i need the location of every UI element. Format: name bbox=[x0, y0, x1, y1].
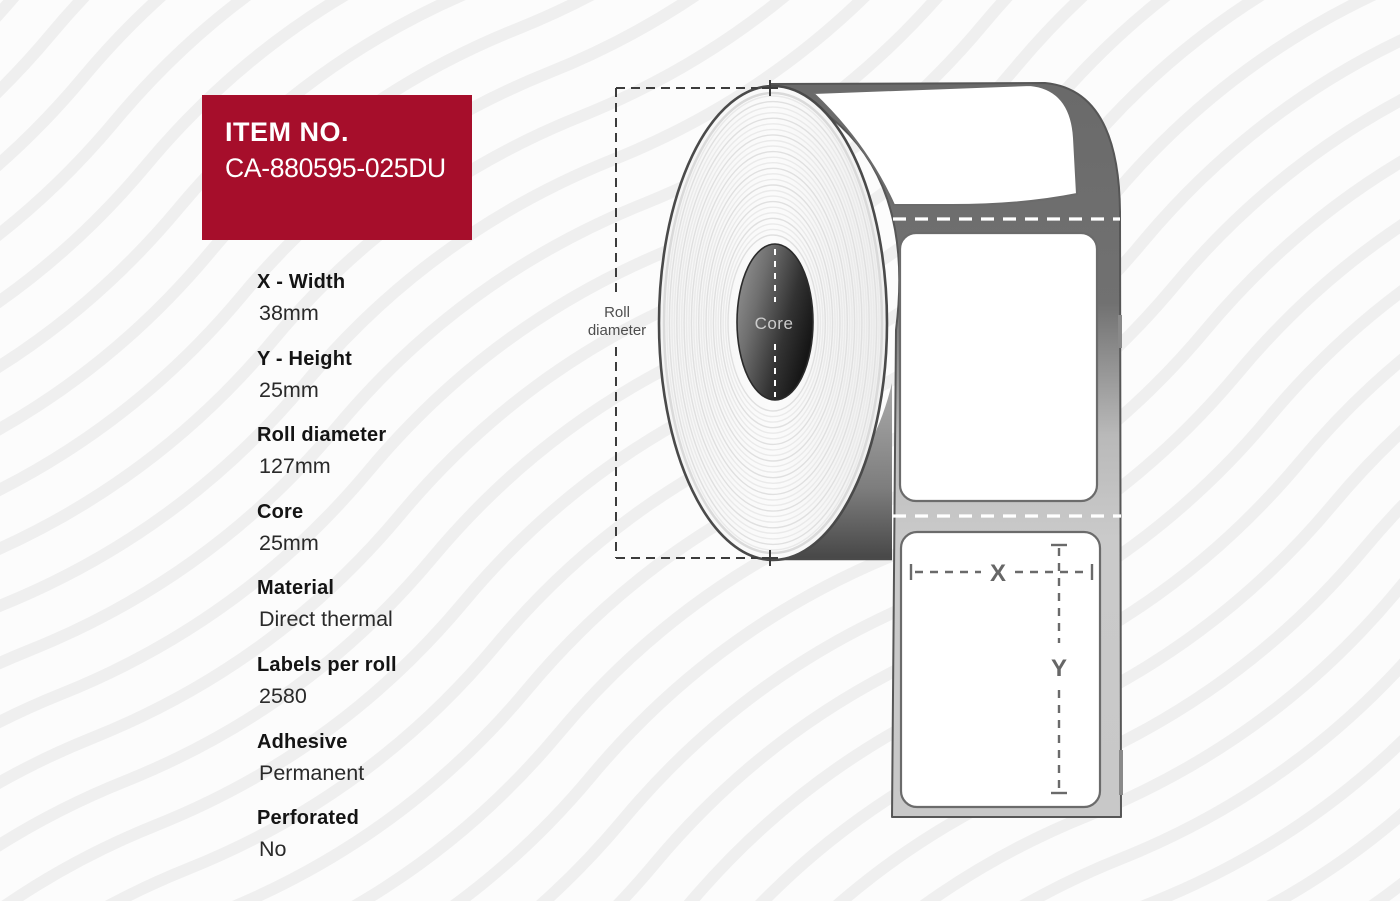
spec-label: Material bbox=[257, 577, 335, 599]
spec-row-core bbox=[257, 500, 319, 557]
spec-value: 2580 bbox=[259, 684, 307, 708]
spec-label: Adhesive bbox=[257, 731, 348, 753]
y-dimension-label: Y bbox=[1050, 655, 1068, 682]
spec-label: Perforated bbox=[257, 807, 360, 829]
spec-label: Core bbox=[257, 501, 304, 523]
spec-value: 25mm bbox=[259, 378, 319, 402]
x-dimension-label: X bbox=[989, 560, 1007, 587]
spec-row-y-height bbox=[257, 347, 352, 404]
spec-row-roll-diameter bbox=[257, 423, 386, 480]
spec-row-adhesive bbox=[257, 730, 364, 787]
item-number-heading: ITEM NO. bbox=[225, 117, 349, 147]
spec-value: 127mm bbox=[259, 454, 331, 478]
spec-row-material bbox=[257, 576, 393, 633]
spec-value: 38mm bbox=[259, 301, 319, 325]
roll-diameter-annotation-line2: diameter bbox=[587, 322, 647, 339]
spec-value: Permanent bbox=[259, 761, 365, 785]
spec-row-perforated bbox=[257, 806, 359, 863]
spec-label: Roll diameter bbox=[257, 424, 387, 446]
spec-value: Direct thermal bbox=[259, 607, 393, 631]
roll-diameter-annotation-line1: Roll bbox=[604, 304, 630, 321]
spec-row-labels-per-roll bbox=[257, 653, 397, 710]
spec-label: Y - Height bbox=[257, 348, 352, 370]
spec-value: 25mm bbox=[259, 531, 319, 555]
spec-label: Labels per roll bbox=[257, 654, 397, 676]
core-label: Core bbox=[754, 314, 794, 333]
spec-value: No bbox=[259, 837, 287, 861]
spec-row-x-width bbox=[257, 270, 345, 327]
spec-label: X - Width bbox=[257, 271, 346, 293]
item-number-value: CA-880595-025DU bbox=[225, 153, 446, 183]
